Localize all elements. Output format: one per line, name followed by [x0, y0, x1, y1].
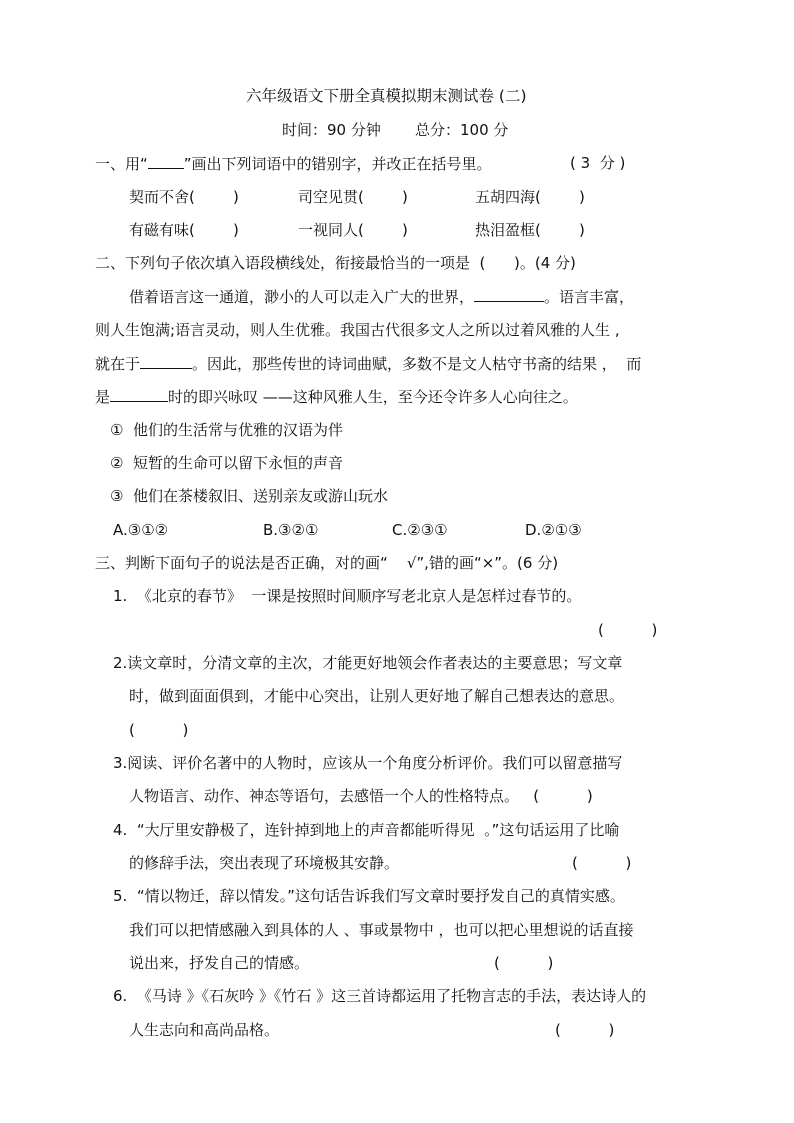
section3-title: 三、判断下面句子的说法是否正确，对的画“ √”,错的画“×”。(6 分)	[95, 554, 559, 572]
exam-total: 总分：100 分	[415, 121, 509, 139]
passage-line: 则人生饱满;语言灵动，则人生优雅。我国古代很多文人之所以过着风雅的人生 ,	[95, 321, 620, 339]
answer-paren: ( )	[598, 621, 658, 639]
section1-title-start: 一、用“	[95, 155, 148, 173]
underline-sample	[148, 153, 184, 169]
question-2: 2.读文章时，分清文章的主次，才能更好地领会作者表达的主要意思；写文章	[113, 654, 623, 672]
passage-text: 时的即兴咏叹 ——这种风雅人生，至今还令许多人心向往之。	[168, 388, 578, 406]
passage-line	[95, 353, 641, 374]
question-3-cont: 人物语言、动作、神态等语句，去感悟一个人的性格特点。 ( )	[129, 787, 593, 805]
question-3: 3.阅读、评价名著中的人物时，应该从一个角度分析评价。我们可以留意描写	[113, 754, 623, 772]
section1-title-end: ”画出下列词语中的错别字，并改正在括号里。	[183, 155, 492, 173]
passage-text: 是	[95, 388, 111, 406]
question-5: 5. “情以物迁，辞以情发。”这句话告诉我们写文章时要抒发自己的真情实感。	[113, 887, 625, 905]
fill-blank	[474, 286, 544, 302]
exam-time: 时间：90 分钟	[282, 121, 381, 139]
answer-paren: ( )	[555, 1021, 615, 1039]
question-4: 4. “大厅里安静极了，连针掉到地上的声音都能听得见 。”这句话运用了比喻	[113, 821, 620, 839]
question-2-cont: 时，做到面面俱到，才能中心突出，让别人更好地了解自己想表达的意思。	[129, 687, 625, 705]
choice-d: D.②①③	[525, 521, 582, 539]
answer-paren: ( )	[129, 721, 189, 739]
fill-blank	[110, 386, 168, 402]
answer-paren: ( )	[572, 854, 632, 872]
answer-paren: ( )	[494, 954, 554, 972]
choice-b: B.③②①	[263, 521, 319, 539]
section2-title: 二、下列句子依次填入语段横线处，衔接最恰当的一项是 ( )。(4 分)	[95, 254, 576, 272]
word-item: 五胡四海( )	[475, 188, 585, 206]
passage-text: 。因此，那些传世的诗词曲赋，多数不是文人枯守书斋的结果 ， 而	[192, 355, 642, 373]
choice-c: C.②③①	[392, 521, 448, 539]
exam-title: 六年级语文下册全真模拟期末测试卷 (二)	[246, 87, 527, 105]
passage-text: 。语言丰富，	[544, 288, 635, 306]
question-6-cont: 人生志向和高尚品格。	[129, 1021, 280, 1039]
section1-points: ( 3 分 )	[570, 154, 626, 172]
question-6: 6. 《马诗 》《石灰吟 》《竹石 》这三首诗都运用了托物言志的手法，表达诗人的	[113, 987, 647, 1005]
word-item: 司空见贯( )	[298, 188, 408, 206]
passage-text: 就在于	[95, 355, 141, 373]
question-5-cont: 说出来，抒发自己的情感。	[129, 954, 310, 972]
section1-title	[95, 153, 492, 174]
sentence-option: ③ 他们在茶楼叙旧、送别亲友或游山玩水	[110, 487, 388, 505]
question-1: 1. 《北京的春节》 一课是按照时间顺序写老北京人是怎样过春节的。	[113, 587, 582, 605]
word-item: 热泪盈框( )	[475, 221, 585, 239]
passage-line	[95, 386, 578, 407]
passage-line	[129, 286, 634, 307]
word-item: 一视同人( )	[298, 221, 408, 239]
sentence-option: ① 他们的生活常与优雅的汉语为伴	[110, 421, 343, 439]
fill-blank	[140, 353, 192, 369]
choice-a: A.③①②	[113, 521, 169, 539]
question-4-cont: 的修辞手法，突出表现了环境极其安静。	[129, 854, 400, 872]
word-item: 有磁有味( )	[129, 221, 239, 239]
passage-text: 借着语言这一通道，渺小的人可以走入广大的世界，	[129, 288, 475, 306]
question-5-cont: 我们可以把情感融入到具体的人 、事或景物中 ，也可以把心里想说的话直接	[129, 921, 634, 939]
sentence-option: ② 短暂的生命可以留下永恒的声音	[110, 454, 343, 472]
word-item: 契而不舍( )	[129, 188, 239, 206]
